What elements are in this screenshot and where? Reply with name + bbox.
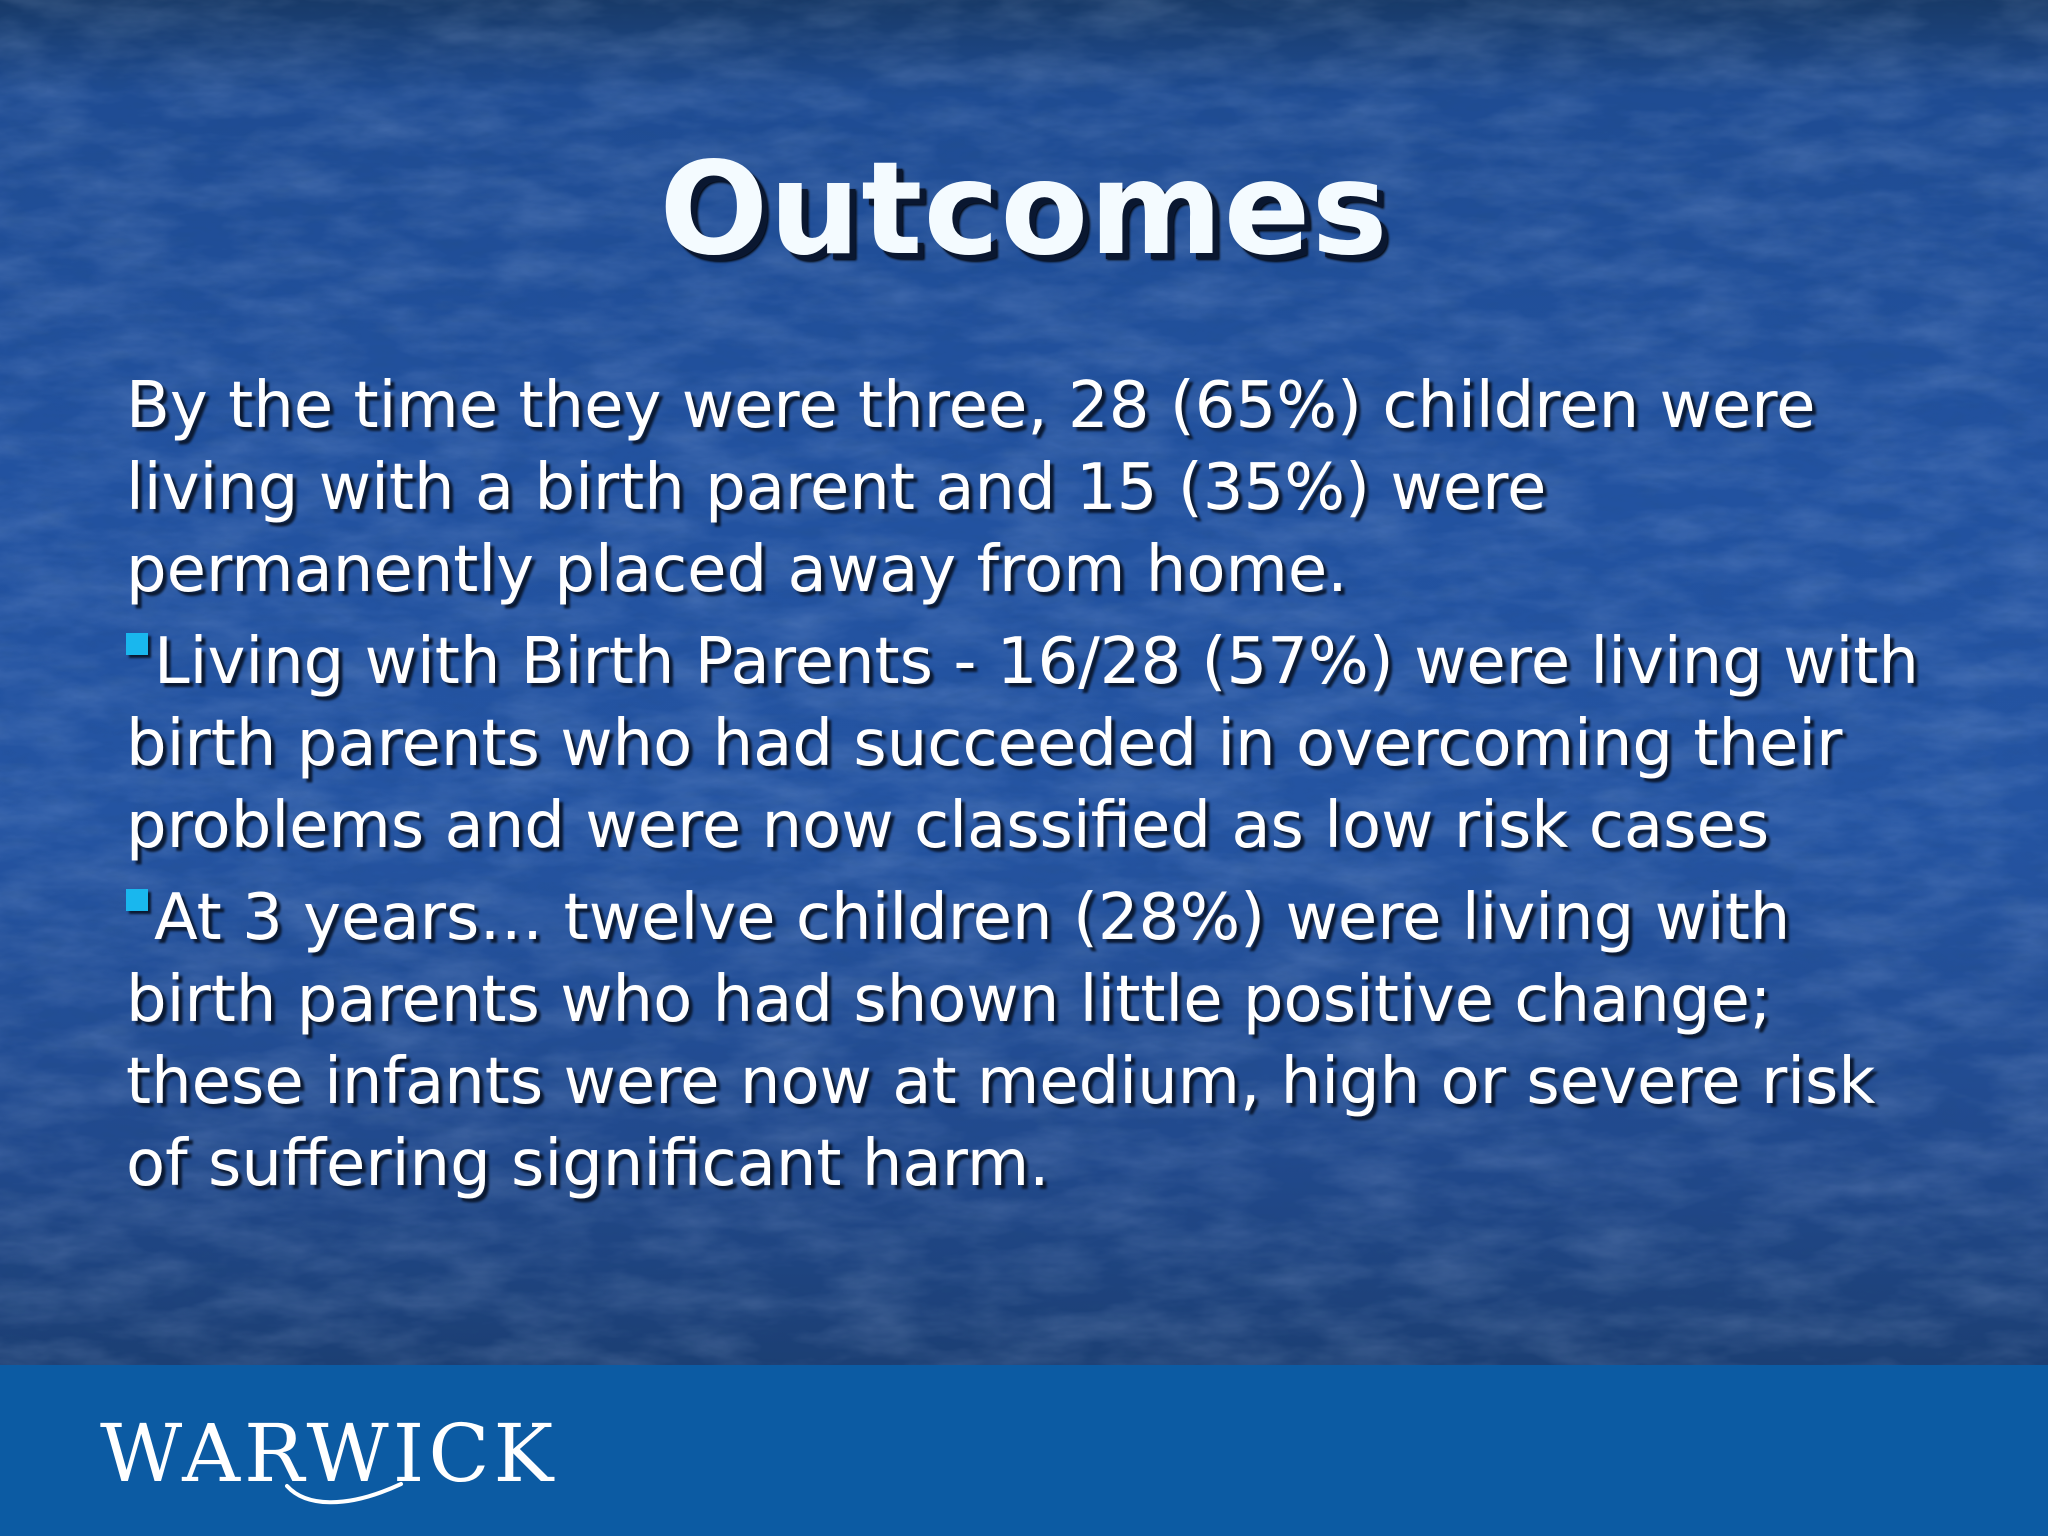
bullet-text: Living with Birth Parents - 16/28 (57%) were living with birth parents who had succeeded in overcoming their problems and were now classified as low risk cases — [126, 625, 1919, 863]
slide-body — [126, 365, 1956, 1215]
footer-bar — [0, 1365, 2048, 1536]
square-bullet-icon — [126, 889, 148, 911]
bullet-text: At 3 years… twelve children (28%) were living with birth parents who had shown little positive change; these infants were now at medium, high or severe risk of suffering significant harm. — [126, 881, 1876, 1201]
square-bullet-icon — [126, 633, 148, 655]
bullet-item — [126, 877, 1956, 1205]
slide-title: Outcomes — [659, 135, 1389, 284]
logo-swoosh-icon — [285, 1480, 405, 1510]
paragraph-text: By the time they were three, 28 (65%) children were living with a birth parent and 15 (35%) were permanently placed away from home. — [126, 369, 1816, 607]
warwick-logo: WARWICK — [100, 1407, 558, 1500]
paragraph-intro — [126, 365, 1956, 611]
bullet-item — [126, 621, 1956, 867]
